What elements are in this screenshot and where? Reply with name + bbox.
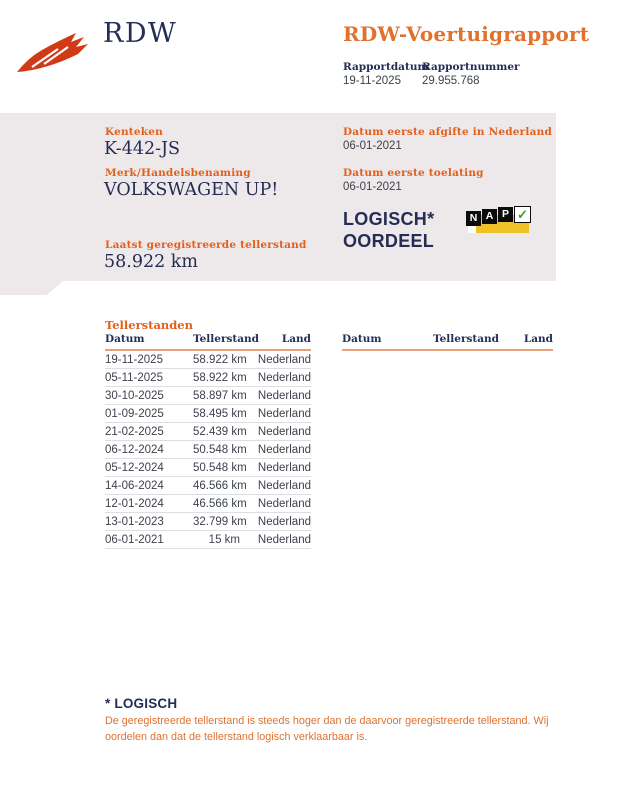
- table-row: [105, 495, 311, 513]
- cell-tellerstand: 52.439 km: [193, 423, 240, 441]
- cell-datum: 21-02-2025: [105, 423, 193, 441]
- table-row: [105, 369, 311, 387]
- cell-datum: 05-11-2025: [105, 369, 193, 387]
- cell-tellerstand: 58.922 km: [193, 350, 240, 369]
- merk-label: Merk/Handelsbenaming: [105, 167, 251, 179]
- column-header-datum: Datum: [105, 333, 193, 350]
- report-date-label: Rapportdatum: [343, 61, 429, 73]
- cell-tellerstand: 58.495 km: [193, 405, 240, 423]
- nap-notch: [468, 226, 476, 233]
- cell-tellerstand: 46.566 km: [193, 495, 240, 513]
- brand-wordmark: RDW: [103, 18, 178, 49]
- cell-land: Nederland: [240, 531, 311, 549]
- cell-tellerstand: 15 km: [193, 531, 240, 549]
- report-number-value: 29.955.768: [422, 75, 480, 87]
- oordeel-verdict: [343, 208, 434, 252]
- table-header-row: [342, 333, 553, 350]
- tellerstanden-table: [105, 333, 311, 549]
- nap-letter-n: N: [466, 211, 481, 226]
- table-row: [105, 387, 311, 405]
- merk-value: VOLKSWAGEN UP!: [104, 180, 279, 200]
- table-row: [105, 441, 311, 459]
- table-row: [105, 477, 311, 495]
- rdw-logo-icon: [14, 22, 98, 76]
- table-row: [105, 459, 311, 477]
- table-row: [105, 350, 311, 369]
- tellerstand-label: Laatst geregistreerde tellerstand: [105, 239, 307, 251]
- cell-datum: 13-01-2023: [105, 513, 193, 531]
- report-date-value: 19-11-2025: [343, 75, 401, 87]
- cell-datum: 30-10-2025: [105, 387, 193, 405]
- oordeel-line1: LOGISCH*: [343, 209, 435, 229]
- cell-tellerstand: 50.548 km: [193, 459, 240, 477]
- cell-land: Nederland: [240, 477, 311, 495]
- cell-land: Nederland: [240, 423, 311, 441]
- footnote-title: * LOGISCH: [105, 696, 178, 711]
- table-row: [105, 531, 311, 549]
- cell-land: Nederland: [240, 495, 311, 513]
- report-number-label: Rapportnummer: [422, 61, 520, 73]
- column-header-tellerstand: Tellerstand: [433, 333, 482, 350]
- column-header-land: Land: [240, 333, 311, 350]
- cell-datum: 12-01-2024: [105, 495, 193, 513]
- cell-datum: 06-01-2021: [105, 531, 193, 549]
- cell-land: Nederland: [240, 387, 311, 405]
- table-row: [105, 405, 311, 423]
- cell-datum: 19-11-2025: [105, 350, 193, 369]
- table-row: [105, 423, 311, 441]
- column-header-datum: Datum: [342, 333, 433, 350]
- cell-tellerstand: 50.548 km: [193, 441, 240, 459]
- oordeel-line2: OORDEEL: [343, 231, 435, 251]
- cell-land: Nederland: [240, 405, 311, 423]
- afgifte-value: 06-01-2021: [343, 140, 402, 152]
- cell-land: Nederland: [240, 441, 311, 459]
- kenteken-value: K-442-JS: [104, 139, 181, 159]
- cell-tellerstand: 32.799 km: [193, 513, 240, 531]
- report-title: RDW-Voertuigrapport: [343, 22, 590, 46]
- cell-datum: 06-12-2024: [105, 441, 193, 459]
- cell-datum: 14-06-2024: [105, 477, 193, 495]
- nap-letter-p: P: [498, 207, 513, 222]
- cell-land: Nederland: [240, 459, 311, 477]
- cell-tellerstand: 46.566 km: [193, 477, 240, 495]
- nap-letter-a: A: [482, 209, 497, 224]
- cell-tellerstand: 58.897 km: [193, 387, 240, 405]
- cell-datum: 05-12-2024: [105, 459, 193, 477]
- cell-datum: 01-09-2025: [105, 405, 193, 423]
- nap-check-icon: ✓: [514, 206, 531, 223]
- afgifte-label: Datum eerste afgifte in Nederland: [343, 126, 552, 138]
- cell-land: Nederland: [240, 369, 311, 387]
- cell-tellerstand: 58.922 km: [193, 369, 240, 387]
- table-header-row: [105, 333, 311, 350]
- toelating-label: Datum eerste toelating: [343, 167, 484, 179]
- cell-land: Nederland: [240, 513, 311, 531]
- summary-panel: [0, 113, 556, 295]
- toelating-value: 06-01-2021: [343, 181, 402, 193]
- column-header-land: Land: [482, 333, 553, 350]
- tellerstand-value: 58.922 km: [104, 252, 198, 272]
- tellerstanden-table-empty: [342, 333, 553, 351]
- nap-logo: [466, 206, 532, 236]
- column-header-tellerstand: Tellerstand: [193, 333, 240, 350]
- table-row: [105, 513, 311, 531]
- footnote-text: De geregistreerde tellerstand is steeds hoger dan de daarvoor geregistreerde tellerstand. Wij oordelen dan dat de tellerstand logisch verklaarbaar is.: [105, 715, 549, 743]
- kenteken-label: Kenteken: [105, 126, 163, 138]
- tellerstanden-section-title: Tellerstanden: [105, 318, 193, 332]
- cell-land: Nederland: [240, 350, 311, 369]
